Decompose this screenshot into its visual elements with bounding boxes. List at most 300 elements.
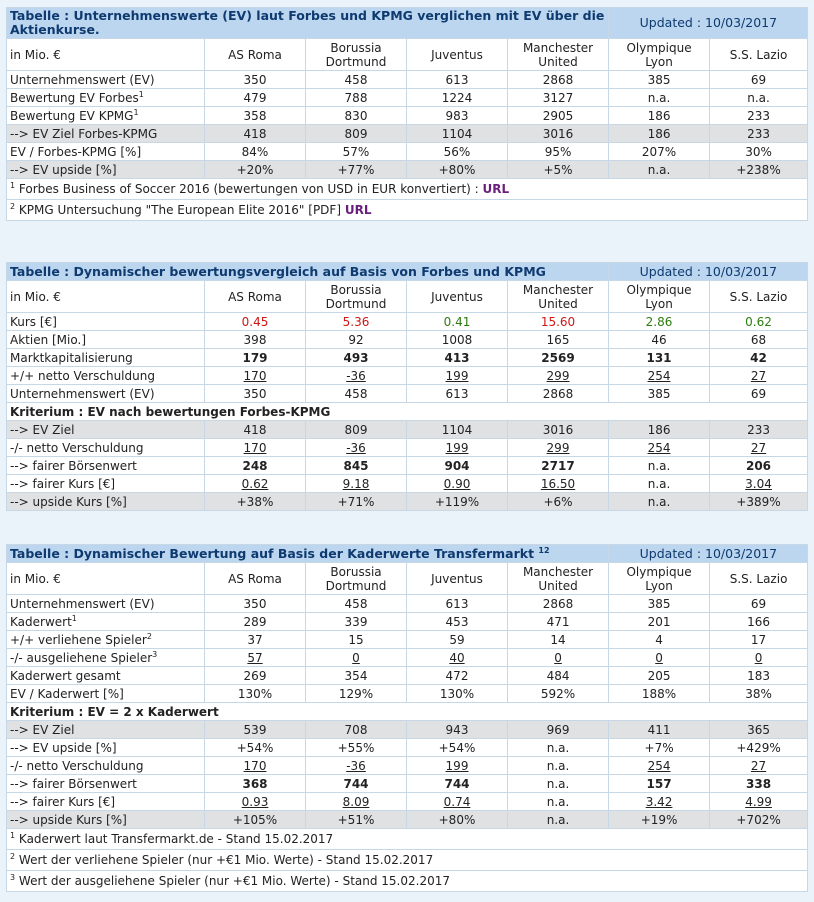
cell-value: [609, 71, 710, 89]
row-label: [7, 331, 205, 349]
cell-value: [306, 161, 407, 179]
cell-value: [407, 71, 508, 89]
row-label: [7, 421, 205, 439]
cell-value-text: 205: [647, 668, 671, 683]
row-label-text: --> upside Kurs [%]: [10, 494, 127, 509]
row-label: [7, 667, 205, 685]
row-label: [7, 71, 205, 89]
updated-date: Updated : 10/03/2017: [609, 263, 808, 281]
footnote-ref: 1: [71, 613, 77, 623]
cell-value-text: 299: [546, 440, 570, 455]
table-row: [7, 685, 808, 703]
row-label-text: --> upside Kurs [%]: [10, 812, 127, 827]
cell-value: [508, 739, 609, 757]
cell-value-text: 157: [646, 776, 672, 791]
cell-value: [508, 457, 609, 475]
cell-value: [508, 649, 609, 667]
team-header: Juventus: [407, 281, 508, 313]
cell-value: [609, 421, 710, 439]
cell-value: [710, 421, 808, 439]
cell-value: [205, 739, 306, 757]
cell-value: [407, 457, 508, 475]
cell-value: [407, 631, 508, 649]
cell-value-text: +54%: [236, 740, 274, 755]
cell-value: [710, 313, 808, 331]
cell-value: [508, 793, 609, 811]
footnote-row: [7, 200, 808, 221]
cell-value-text: 69: [750, 72, 767, 87]
cell-value: [205, 667, 306, 685]
header-row: [7, 281, 808, 313]
cell-value-text: 453: [445, 614, 469, 629]
cell-value-text: 27: [750, 758, 767, 773]
cell-value-text: 170: [243, 368, 267, 383]
cell-value: [407, 107, 508, 125]
footnote-row: [7, 850, 808, 871]
footnote-number: 3: [10, 873, 16, 882]
cell-value: [205, 313, 306, 331]
cell-value-text: 130%: [237, 686, 273, 701]
cell-value: [407, 685, 508, 703]
footnote-row: [7, 179, 808, 200]
table-row: [7, 125, 808, 143]
table-title-row: [7, 545, 808, 563]
cell-value: [710, 631, 808, 649]
cell-value-text: 5.36: [342, 314, 370, 329]
cell-value: [508, 89, 609, 107]
table-row: [7, 107, 808, 125]
table-dynamic-forbes-kpmg: [6, 262, 807, 511]
cell-value-text: 15: [348, 632, 364, 647]
cell-value: [306, 739, 407, 757]
cell-value: [205, 493, 306, 511]
cell-value-text: 9.18: [342, 476, 370, 491]
cell-value: [306, 143, 407, 161]
cell-value: [407, 331, 508, 349]
cell-value-text: n.a.: [647, 494, 671, 509]
cell-value: [710, 439, 808, 457]
cell-value: [508, 595, 609, 613]
cell-value-text: 15.60: [540, 314, 576, 329]
cell-value: [609, 811, 710, 829]
cell-value-text: 269: [243, 668, 267, 683]
cell-value-text: 199: [445, 758, 469, 773]
table-row: [7, 475, 808, 493]
row-label-text: --> fairer Kurs [€]: [10, 476, 116, 491]
row-label-text: --> EV upside [%]: [10, 162, 117, 177]
row-label: [7, 107, 205, 125]
cell-value: [710, 685, 808, 703]
cell-value-text: 418: [243, 126, 267, 141]
cell-value-text: 248: [242, 458, 268, 473]
cell-value-text: +702%: [736, 812, 781, 827]
cell-value-text: 2569: [541, 350, 575, 365]
team-header: Borussia Dortmund: [306, 563, 407, 595]
cell-value-text: n.a.: [647, 90, 671, 105]
table-row: [7, 649, 808, 667]
cell-value-text: -36: [346, 440, 366, 455]
cell-value-text: 0.90: [443, 476, 471, 491]
cell-value: [205, 439, 306, 457]
row-label-text: +/+ netto Verschuldung: [10, 368, 155, 383]
cell-value: [306, 421, 407, 439]
row-label: [7, 439, 205, 457]
cell-value-text: 170: [243, 758, 267, 773]
cell-value: [205, 685, 306, 703]
cell-value: [407, 667, 508, 685]
cell-value: [710, 89, 808, 107]
row-label-text: --> EV Ziel: [10, 422, 75, 437]
cell-value-text: 16.50: [540, 476, 576, 491]
row-label: [7, 161, 205, 179]
cell-value-text: 56%: [443, 144, 471, 159]
footnote: [7, 200, 808, 221]
cell-value-text: +20%: [236, 162, 274, 177]
footnote-ref: 1: [138, 89, 144, 99]
cell-value: [306, 811, 407, 829]
cell-value-text: 42: [750, 350, 767, 365]
cell-value-text: +238%: [736, 162, 781, 177]
table-row: [7, 793, 808, 811]
cell-value: [609, 313, 710, 331]
team-header: Manchester United: [508, 39, 609, 71]
cell-value-text: 186: [647, 126, 671, 141]
cell-value-text: n.a.: [647, 476, 671, 491]
cell-value-text: 458: [344, 72, 368, 87]
cell-value-text: 613: [445, 386, 469, 401]
cell-value-text: 0.62: [241, 476, 269, 491]
cell-value-text: 0: [352, 650, 360, 665]
cell-value: [609, 775, 710, 793]
row-label-text: Kurs [€]: [10, 314, 57, 329]
cell-value-text: 809: [344, 422, 368, 437]
cell-value: [609, 349, 710, 367]
row-label: [7, 721, 205, 739]
row-label: [7, 775, 205, 793]
cell-value: [205, 89, 306, 107]
criterion-row: [7, 703, 808, 721]
cell-value: [710, 739, 808, 757]
cell-value: [407, 721, 508, 739]
cell-value: [306, 667, 407, 685]
cell-value-text: 233: [747, 126, 770, 141]
cell-value-text: 354: [344, 668, 368, 683]
table-row: [7, 313, 808, 331]
table-row: [7, 161, 808, 179]
cell-value: [710, 475, 808, 493]
cell-value: [306, 631, 407, 649]
cell-value-text: n.a.: [747, 90, 770, 105]
cell-value-text: +54%: [438, 740, 476, 755]
row-label: [7, 757, 205, 775]
cell-value-text: 0: [554, 650, 562, 665]
row-label: [7, 631, 205, 649]
row-label-text: Kaderwert gesamt: [10, 668, 121, 683]
footnote-ref: 3: [152, 649, 158, 659]
cell-value-text: 385: [647, 72, 671, 87]
cell-value: [306, 107, 407, 125]
cell-value: [306, 613, 407, 631]
cell-value: [205, 475, 306, 493]
row-label-text: Marktkapitalisierung: [10, 350, 133, 365]
row-label-text: -/- ausgeliehene Spieler: [10, 650, 153, 665]
cell-value: [609, 385, 710, 403]
cell-value-text: 385: [647, 596, 671, 611]
cell-value-text: 37: [247, 632, 263, 647]
cell-value-text: 472: [445, 668, 469, 683]
cell-value: [306, 475, 407, 493]
cell-value: [205, 331, 306, 349]
cell-value: [609, 89, 710, 107]
cell-value-text: 338: [746, 776, 772, 791]
cell-value-text: +389%: [736, 494, 781, 509]
cell-value: [508, 439, 609, 457]
footnote-number: 1: [10, 831, 16, 840]
row-label-text: EV / Forbes-KPMG [%]: [10, 144, 142, 159]
cell-value-text: 418: [243, 422, 267, 437]
cell-value: [508, 107, 609, 125]
cell-value: [407, 475, 508, 493]
cell-value: [710, 331, 808, 349]
cell-value-text: 1224: [441, 90, 473, 105]
cell-value: [508, 71, 609, 89]
cell-value-text: 254: [647, 368, 671, 383]
row-label-text: --> EV Ziel: [10, 722, 75, 737]
footnote-number: 2: [10, 202, 16, 211]
cell-value: [407, 757, 508, 775]
cell-value: [609, 125, 710, 143]
cell-value: [205, 595, 306, 613]
team-header: Olympique Lyon: [609, 563, 710, 595]
unit-label: in Mio. €: [7, 39, 205, 71]
cell-value: [508, 125, 609, 143]
cell-value: [205, 349, 306, 367]
team-header: AS Roma: [205, 39, 306, 71]
footnote-text: Wert der verliehene Spieler (nur +€1 Mio. Werte) - Stand 15.02.2017: [18, 853, 434, 867]
cell-value-text: 299: [546, 368, 570, 383]
row-label-text: Kaderwert: [10, 614, 72, 629]
cell-value: [205, 721, 306, 739]
cell-value: [609, 493, 710, 511]
cell-value-text: 4: [655, 632, 663, 647]
cell-value: [508, 493, 609, 511]
cell-value-text: 385: [647, 386, 671, 401]
team-header: S.S. Lazio: [710, 281, 808, 313]
cell-value: [508, 775, 609, 793]
cell-value-text: 17: [750, 632, 767, 647]
cell-value-text: n.a.: [647, 458, 671, 473]
table-row: [7, 739, 808, 757]
cell-value: [508, 721, 609, 739]
cell-value: [205, 457, 306, 475]
cell-value-text: 129%: [338, 686, 374, 701]
team-header: Manchester United: [508, 281, 609, 313]
cell-value-text: 943: [445, 722, 469, 737]
cell-value: [609, 367, 710, 385]
table-row: [7, 667, 808, 685]
cell-value: [609, 631, 710, 649]
cell-value: [407, 313, 508, 331]
footnote-url-link[interactable]: URL: [344, 203, 372, 217]
cell-value-text: +19%: [640, 812, 678, 827]
cell-value: [306, 89, 407, 107]
cell-value-text: 69: [750, 386, 767, 401]
cell-value: [306, 313, 407, 331]
table-dynamic-transfermarkt: [6, 544, 807, 892]
cell-value-text: 27: [750, 440, 767, 455]
cell-value: [407, 161, 508, 179]
row-label: [7, 143, 205, 161]
table-row: [7, 439, 808, 457]
table-title-row: [7, 8, 808, 39]
cell-value-text: 131: [646, 350, 672, 365]
cell-value-text: 339: [344, 614, 368, 629]
cell-value: [205, 649, 306, 667]
footnote-text: Wert der ausgeliehene Spieler (nur +€1 Mio. Werte) - Stand 15.02.2017: [18, 874, 450, 888]
table-title: [7, 545, 609, 563]
row-label: [7, 313, 205, 331]
cell-value-text: 983: [445, 108, 469, 123]
cell-value-text: 458: [344, 386, 368, 401]
cell-value-text: n.a.: [546, 740, 570, 755]
table-row: [7, 493, 808, 511]
cell-value: [407, 595, 508, 613]
cell-value-text: 199: [445, 440, 469, 455]
cell-value: [710, 721, 808, 739]
row-label-text: --> fairer Kurs [€]: [10, 794, 116, 809]
cell-value: [407, 89, 508, 107]
cell-value: [609, 161, 710, 179]
cell-value: [306, 457, 407, 475]
cell-value: [205, 71, 306, 89]
table-row: [7, 71, 808, 89]
cell-value-text: 350: [243, 386, 267, 401]
cell-value-text: 84%: [241, 144, 269, 159]
cell-value: [205, 125, 306, 143]
cell-value: [205, 107, 306, 125]
row-label-text: --> EV Ziel Forbes-KPMG: [10, 126, 158, 141]
cell-value-text: +55%: [337, 740, 375, 755]
cell-value-text: n.a.: [647, 162, 671, 177]
table-title: Tabelle : Unternehmenswerte (EV) laut Forbes und KPMG verglichen mit EV über die Aktienkurse.: [7, 8, 609, 39]
cell-value-text: 1104: [441, 126, 473, 141]
cell-value-text: 27: [750, 368, 767, 383]
cell-value-text: 186: [647, 108, 671, 123]
footnote-text: Kaderwert laut Transfermarkt.de - Stand 15.02.2017: [18, 832, 334, 846]
row-label-text: Unternehmenswert (EV): [10, 596, 155, 611]
footnote-text: KPMG Untersuchung "The European Elite 2016" [PDF]: [18, 203, 341, 217]
header-row: [7, 563, 808, 595]
table-row: [7, 367, 808, 385]
cell-value: [609, 649, 710, 667]
table-row: [7, 89, 808, 107]
cell-value: [306, 775, 407, 793]
cell-value-text: -36: [346, 758, 366, 773]
footnote-row: [7, 829, 808, 850]
cell-value-text: 0: [655, 650, 663, 665]
cell-value: [710, 349, 808, 367]
cell-value-text: +429%: [736, 740, 781, 755]
cell-value: [710, 385, 808, 403]
cell-value-text: +80%: [438, 812, 476, 827]
cell-value: [205, 421, 306, 439]
cell-value-text: n.a.: [546, 812, 570, 827]
cell-value-text: 289: [243, 614, 267, 629]
cell-value: [508, 685, 609, 703]
cell-value-text: +6%: [543, 494, 573, 509]
cell-value-text: +119%: [434, 494, 480, 509]
cell-value: [407, 775, 508, 793]
cell-value-text: +38%: [236, 494, 274, 509]
criterion-label: Kriterium : EV = 2 x Kaderwert: [7, 703, 808, 721]
cell-value-text: 14: [550, 632, 566, 647]
cell-value: [306, 349, 407, 367]
cell-value-text: 350: [243, 72, 267, 87]
team-header: Borussia Dortmund: [306, 281, 407, 313]
table-row: [7, 331, 808, 349]
cell-value-text: 613: [445, 596, 469, 611]
row-label: [7, 811, 205, 829]
cell-value: [710, 125, 808, 143]
row-label: [7, 125, 205, 143]
row-label-text: Bewertung EV Forbes: [10, 90, 139, 105]
cell-value-text: 186: [647, 422, 671, 437]
cell-value: [306, 367, 407, 385]
cell-value: [508, 349, 609, 367]
cell-value-text: 0.62: [745, 314, 772, 329]
cell-value: [508, 613, 609, 631]
cell-value: [508, 367, 609, 385]
table-row: [7, 349, 808, 367]
cell-value-text: +77%: [337, 162, 375, 177]
cell-value-text: 493: [343, 350, 369, 365]
cell-value-text: 170: [243, 440, 267, 455]
cell-value-text: 0: [754, 650, 763, 665]
row-label: [7, 739, 205, 757]
cell-value-text: 233: [747, 108, 770, 123]
team-header: S.S. Lazio: [710, 563, 808, 595]
cell-value: [306, 793, 407, 811]
table-row: [7, 757, 808, 775]
cell-value: [609, 107, 710, 125]
cell-value: [306, 125, 407, 143]
cell-value-text: 2.86: [645, 314, 673, 329]
cell-value-text: 130%: [439, 686, 475, 701]
cell-value-text: 350: [243, 596, 267, 611]
cell-value: [609, 143, 710, 161]
cell-value-text: 845: [343, 458, 369, 473]
cell-value: [609, 685, 710, 703]
cell-value-text: 398: [243, 332, 267, 347]
row-label: [7, 349, 205, 367]
footnote-number: 1: [10, 181, 16, 190]
cell-value-text: 57%: [342, 144, 370, 159]
cell-value: [407, 739, 508, 757]
cell-value: [508, 667, 609, 685]
footnote-url-link[interactable]: URL: [482, 182, 510, 196]
row-label-text: --> EV upside [%]: [10, 740, 117, 755]
cell-value: [710, 613, 808, 631]
cell-value-text: 744: [444, 776, 470, 791]
cell-value: [205, 757, 306, 775]
team-header: S.S. Lazio: [710, 39, 808, 71]
row-label-text: Unternehmenswert (EV): [10, 386, 155, 401]
footnote: [7, 871, 808, 892]
table-row: [7, 385, 808, 403]
row-label: [7, 493, 205, 511]
team-header: Manchester United: [508, 563, 609, 595]
unit-label: in Mio. €: [7, 563, 205, 595]
